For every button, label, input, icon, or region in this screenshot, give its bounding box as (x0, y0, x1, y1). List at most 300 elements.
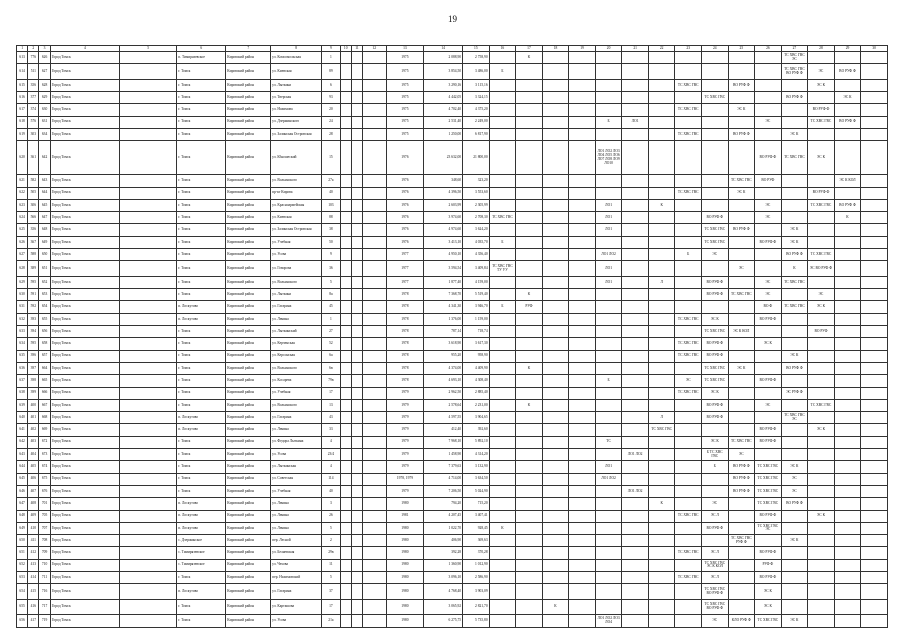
table-cell: 9 (322, 249, 340, 261)
table-cell: 566 (28, 212, 39, 224)
table-cell (622, 79, 649, 91)
table-row (17, 399, 888, 411)
table-cell: Кировский район (226, 350, 271, 362)
table-cell: 717 (39, 599, 50, 615)
table-cell: ЭС (755, 399, 782, 411)
table-cell (120, 52, 177, 64)
table-cell (516, 424, 543, 436)
table-cell: Б (675, 249, 702, 261)
table-cell (542, 498, 569, 510)
table-cell: 367 (28, 236, 39, 248)
table-cell: 2 962,50 (424, 387, 463, 399)
table-cell (340, 104, 351, 116)
table-cell (808, 547, 835, 559)
table-cell: Кировский район (226, 104, 271, 116)
table-cell: ТС ХВС ГВС (675, 313, 702, 325)
table-cell (861, 485, 888, 497)
column-header: 16 (489, 46, 516, 52)
table-row (17, 362, 888, 374)
table-cell: Кировский район (226, 212, 271, 224)
table-cell (516, 224, 543, 236)
table-row (17, 350, 888, 362)
table-cell: ТС ХВС ГВС (675, 547, 702, 559)
table-cell: ТС ХВС ГВС (702, 375, 729, 387)
table-cell: ЭС Л (702, 510, 729, 522)
table-cell: 636 (17, 362, 28, 374)
table-cell: 705 (39, 510, 50, 522)
table-cell (808, 473, 835, 485)
table-cell (781, 584, 808, 600)
table-cell (542, 301, 569, 313)
table-cell: 6 (322, 79, 340, 91)
table-cell (120, 104, 177, 116)
table-cell: 8а (322, 289, 340, 301)
table-cell (120, 249, 177, 261)
table-cell: Город Томск (50, 473, 119, 485)
table-cell (569, 485, 596, 497)
table-cell: г. Томск (177, 116, 226, 128)
table-cell (542, 571, 569, 583)
table-cell (755, 326, 782, 338)
table-cell: Город Томск (50, 326, 119, 338)
table-cell (781, 175, 808, 187)
table-cell: 672 (39, 436, 50, 448)
table-cell (702, 187, 729, 199)
table-cell: 716 (39, 584, 50, 600)
table-cell: г. Томск (177, 64, 226, 80)
table-cell (120, 473, 177, 485)
table-cell: РУФ Ф (755, 559, 782, 571)
table-cell (834, 362, 861, 374)
table-cell (489, 498, 516, 510)
table-cell: 1981 (386, 510, 424, 522)
table-cell (861, 599, 888, 615)
table-cell (781, 212, 808, 224)
table-cell: Город Томск (50, 141, 119, 175)
column-header: 3 (39, 46, 50, 52)
table-cell: 1975 (386, 64, 424, 80)
table-row (17, 276, 888, 288)
table-cell: 646 (17, 485, 28, 497)
table-cell (808, 584, 835, 600)
table-cell (861, 547, 888, 559)
table-cell (120, 261, 177, 277)
table-cell: 414 (28, 571, 39, 583)
table-cell (595, 547, 622, 559)
table-cell (728, 236, 755, 248)
table-cell: К (516, 399, 543, 411)
table-cell (363, 473, 386, 485)
table-cell (489, 584, 516, 600)
table-cell: Город Томск (50, 212, 119, 224)
table-cell: 28 (322, 128, 340, 140)
table-cell (834, 79, 861, 91)
table-cell: 707 (39, 522, 50, 534)
table-cell (808, 236, 835, 248)
table-cell (489, 473, 516, 485)
table-cell: Кировский район (226, 313, 271, 325)
table-cell: ЭС К КОЛ (728, 326, 755, 338)
table-cell: г. Томск (177, 104, 226, 116)
table-cell (120, 461, 177, 473)
table-cell: 631 (39, 116, 50, 128)
table-cell: 637 (17, 375, 28, 387)
table-cell: Город Томск (50, 387, 119, 399)
table-cell: 647 (17, 498, 28, 510)
table-cell (363, 187, 386, 199)
table-cell (351, 498, 362, 510)
table-cell: 632 (17, 313, 28, 325)
table-cell: ТС (595, 436, 622, 448)
table-cell: 709 (39, 547, 50, 559)
table-cell (808, 212, 835, 224)
table-cell (351, 449, 362, 461)
table-cell (702, 535, 729, 547)
table-cell: Б (489, 236, 516, 248)
table-cell: 6в (322, 362, 340, 374)
table-cell: ТС ХВС ГВС РУФ Ф (728, 535, 755, 547)
table-cell: Город Томск (50, 236, 119, 248)
table-cell: 667 (39, 399, 50, 411)
table-cell (648, 461, 675, 473)
table-cell: ЛО1 (622, 116, 649, 128)
table-cell (569, 199, 596, 211)
table-row (17, 249, 888, 261)
table-cell: 1976 (386, 224, 424, 236)
table-cell: с. Тимирязевское (177, 547, 226, 559)
table-cell (516, 498, 543, 510)
column-header: 23 (675, 46, 702, 52)
table-cell (516, 128, 543, 140)
table-cell: ЭС (755, 199, 782, 211)
table-cell: 1976 (386, 141, 424, 175)
table-cell (542, 92, 569, 104)
table-cell: Город Томск (50, 301, 119, 313)
table-cell: 4 375,20 (463, 104, 490, 116)
table-cell (351, 212, 362, 224)
table-cell: 652 (39, 276, 50, 288)
table-cell: 592 (28, 301, 39, 313)
table-cell (755, 128, 782, 140)
table-cell (622, 236, 649, 248)
table-cell (489, 559, 516, 571)
table-cell (861, 224, 888, 236)
table-cell (702, 261, 729, 277)
table-cell (728, 547, 755, 559)
table-cell (595, 128, 622, 140)
table-cell: ул. Ленина (271, 522, 322, 534)
table-cell (728, 338, 755, 350)
table-cell: К (516, 289, 543, 301)
table-cell: ул. Лыткинская (271, 461, 322, 473)
table-cell: Кировский район (226, 571, 271, 583)
table-cell: п. Лоскутово (177, 424, 226, 436)
table-cell (861, 399, 888, 411)
table-cell: ТС ХВС ГВС (808, 249, 835, 261)
table-cell: Кировский район (226, 79, 271, 91)
table-cell (648, 79, 675, 91)
table-cell (340, 52, 351, 64)
table-cell: 3 974,60 (424, 212, 463, 224)
table-cell (489, 249, 516, 261)
table-cell (622, 559, 649, 571)
table-cell (834, 449, 861, 461)
table-cell (542, 510, 569, 522)
table-cell: 505 (28, 187, 39, 199)
table-cell: 1977 (386, 276, 424, 288)
table-cell (569, 289, 596, 301)
table-cell (834, 473, 861, 485)
table-cell (120, 187, 177, 199)
table-cell: 675 (39, 473, 50, 485)
table-cell (595, 338, 622, 350)
table-cell: ул. Учебная (271, 236, 322, 248)
table-cell (834, 350, 861, 362)
table-cell (834, 498, 861, 510)
table-cell: Город Томск (50, 52, 119, 64)
table-cell (120, 399, 177, 411)
table-cell: ЭС Л (702, 547, 729, 559)
table-cell: 1975 (386, 52, 424, 64)
table-cell: 1979 (386, 387, 424, 399)
table-cell: К (516, 52, 543, 64)
table-cell: ТС ХВС ГВС (648, 424, 675, 436)
table-cell (569, 547, 596, 559)
table-cell (781, 289, 808, 301)
table-cell: ул. Залинская Островская (271, 128, 322, 140)
table-cell (516, 436, 543, 448)
table-cell (728, 375, 755, 387)
table-cell: 1 (322, 313, 340, 325)
table-cell (363, 52, 386, 64)
table-cell (363, 175, 386, 187)
table-cell (595, 301, 622, 313)
table-cell: 633 (17, 326, 28, 338)
table-cell (675, 326, 702, 338)
table-cell: Б (489, 301, 516, 313)
table-cell (363, 64, 386, 80)
table-cell: ТС ХВС ГВС (755, 615, 782, 627)
table-cell (340, 236, 351, 248)
table-cell: 674 (39, 461, 50, 473)
table-cell (351, 141, 362, 175)
table-cell: 370,28 (463, 547, 490, 559)
table-cell: 15 (322, 141, 340, 175)
table-cell (808, 362, 835, 374)
table-cell: ЭС К (808, 141, 835, 175)
table-cell: г. Томск (177, 461, 226, 473)
table-cell (363, 79, 386, 91)
table-cell (781, 199, 808, 211)
table-cell: 595 (28, 338, 39, 350)
table-cell (861, 261, 888, 277)
table-cell (351, 276, 362, 288)
table-cell: 5 (322, 571, 340, 583)
table-cell: Город Томск (50, 187, 119, 199)
table-cell (861, 387, 888, 399)
table-cell (675, 449, 702, 461)
table-row (17, 52, 888, 64)
table-cell (648, 399, 675, 411)
table-cell (569, 52, 596, 64)
table-cell: 711 (39, 571, 50, 583)
table-cell: 2 885,40 (463, 387, 490, 399)
table-cell (516, 92, 543, 104)
table-cell (861, 64, 888, 80)
table-cell (120, 535, 177, 547)
table-cell: 7 968,10 (424, 436, 463, 448)
table-cell (622, 461, 649, 473)
table-cell: ЭС РУФ Ф (781, 387, 808, 399)
table-cell: ВО РУФ (755, 175, 782, 187)
table-cell (702, 473, 729, 485)
table-cell (808, 128, 835, 140)
table-cell (781, 79, 808, 91)
table-cell: 4 (322, 461, 340, 473)
table-cell: 928,45 (463, 522, 490, 534)
table-cell: Город Томск (50, 571, 119, 583)
table-cell: ул. Вольинского (271, 276, 322, 288)
table-cell (834, 187, 861, 199)
table-cell: 1976 (386, 175, 424, 187)
table-cell: ЛО1 (595, 212, 622, 224)
table-cell (542, 236, 569, 248)
table-cell (120, 547, 177, 559)
table-cell: ул. Учебная (271, 387, 322, 399)
table-cell: 1979 (386, 436, 424, 448)
table-cell (648, 436, 675, 448)
table-cell (808, 522, 835, 534)
table-cell: ул. Нахимова (271, 104, 322, 116)
table-cell (351, 313, 362, 325)
table-cell: Город Томск (50, 584, 119, 600)
table-cell: ул. Учебная (271, 485, 322, 497)
column-header: 13 (386, 46, 424, 52)
table-cell (595, 522, 622, 534)
table-cell: 6а (322, 350, 340, 362)
table-row (17, 559, 888, 571)
table-cell: ТС ХВС ГВС (675, 338, 702, 350)
table-row (17, 498, 888, 510)
table-cell (489, 79, 516, 91)
table-cell (569, 399, 596, 411)
table-cell (622, 212, 649, 224)
table-cell: К (516, 362, 543, 374)
table-cell: ул. Тверская (271, 92, 322, 104)
table-cell: Л (648, 276, 675, 288)
table-cell (340, 535, 351, 547)
table-cell: 955,20 (424, 350, 463, 362)
table-cell: 13 (322, 399, 340, 411)
table-cell: Город Томск (50, 485, 119, 497)
table-cell: Город Томск (50, 399, 119, 411)
table-cell (675, 485, 702, 497)
table-cell: 619 (17, 128, 28, 140)
table-cell (834, 461, 861, 473)
table-cell: 369,63 (463, 535, 490, 547)
table-cell: Кировский район (226, 52, 271, 64)
table-cell: Кировский район (226, 399, 271, 411)
table-cell: ТС ХВС ГВС ЭС К КОЛ (702, 559, 729, 571)
table-cell: ВО РУФ Ф (834, 64, 861, 80)
table-cell: ВО РУФ Ф (808, 187, 835, 199)
table-cell: Город Томск (50, 615, 119, 627)
table-cell: 626 (17, 236, 28, 248)
table-cell (728, 141, 755, 175)
table-cell (340, 522, 351, 534)
table-cell (648, 584, 675, 600)
column-header: 7 (226, 46, 271, 52)
table-cell: 1 376,00 (424, 313, 463, 325)
table-cell: 628 (39, 79, 50, 91)
table-cell: 1977 (386, 249, 424, 261)
table-cell: Кировский район (226, 485, 271, 497)
table-cell (516, 199, 543, 211)
table-cell: 650 (39, 249, 50, 261)
table-cell (516, 473, 543, 485)
column-header: 30 (861, 46, 888, 52)
table-cell: 3 594,54 (424, 261, 463, 277)
table-cell: ЛО1 (595, 261, 622, 277)
table-cell: 5 024,90 (463, 485, 490, 497)
table-cell: 416 (28, 599, 39, 615)
table-cell: 1978 (386, 362, 424, 374)
table-cell (340, 79, 351, 91)
table-cell: 616 (17, 92, 28, 104)
table-cell: ул. Керсонская (271, 350, 322, 362)
table-cell: 1978 (386, 313, 424, 325)
table-cell (516, 412, 543, 424)
table-cell: ул. Говорова (271, 261, 322, 277)
table-cell: К (648, 199, 675, 211)
table-cell: 356 (28, 224, 39, 236)
table-cell (542, 424, 569, 436)
table-cell: ул. Советская (271, 473, 322, 485)
table-cell (834, 399, 861, 411)
table-cell (648, 141, 675, 175)
table-cell (569, 615, 596, 627)
table-cell: г. Томск (177, 276, 226, 288)
table-cell (834, 313, 861, 325)
table-cell (675, 461, 702, 473)
table-cell: 3 618,90 (424, 338, 463, 350)
table-cell (489, 362, 516, 374)
table-cell: 303 (28, 128, 39, 140)
table-cell: г. Томск (177, 79, 226, 91)
table-cell: 1980 (386, 615, 424, 627)
table-cell: ул. Карташова (271, 599, 322, 615)
table-cell (542, 375, 569, 387)
table-cell (781, 522, 808, 534)
table-cell: ЭС ВО РУФ Ф (808, 261, 835, 277)
table-cell: Л (648, 412, 675, 424)
table-cell: ТС ХВС ГВС (755, 498, 782, 510)
table-cell (542, 326, 569, 338)
register-body (17, 52, 888, 628)
table-cell (595, 326, 622, 338)
table-cell (542, 249, 569, 261)
table-cell (808, 92, 835, 104)
table-cell (728, 412, 755, 424)
table-cell (516, 375, 543, 387)
table-cell: ЛО1 ЛО2 ЛО3 ЛО4 (595, 615, 622, 627)
table-cell (351, 412, 362, 424)
table-cell: 26 (322, 510, 340, 522)
table-cell: ул. Гагарина (271, 584, 322, 600)
table-cell: 2 586,90 (463, 571, 490, 583)
table-cell (648, 116, 675, 128)
table-cell: г. Томск (177, 92, 226, 104)
